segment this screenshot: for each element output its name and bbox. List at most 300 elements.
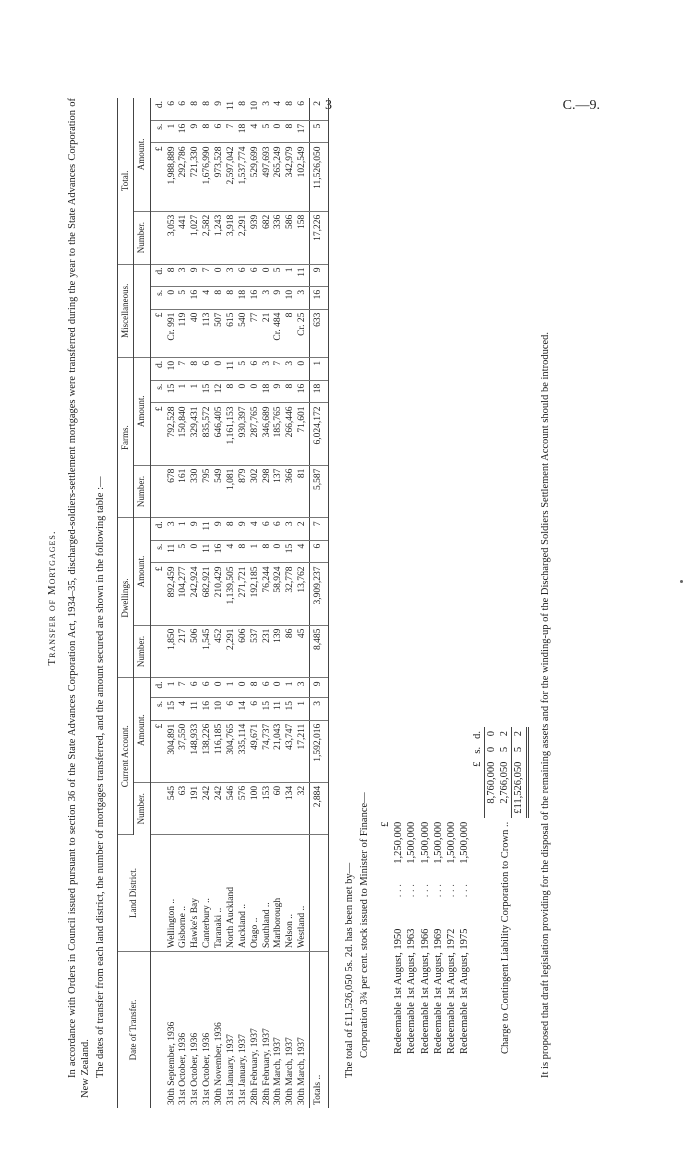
cell: 5 bbox=[178, 540, 190, 563]
cell: 8 bbox=[250, 678, 262, 698]
subtotal-pounds: 8,760,000 bbox=[485, 758, 499, 818]
cell: 302 bbox=[250, 465, 262, 518]
land-district: Southland .. bbox=[262, 835, 274, 952]
land-district: Auckland .. bbox=[238, 835, 250, 952]
cell: 58,924 bbox=[273, 563, 285, 625]
cell: 0 bbox=[250, 380, 262, 403]
cell: 266,446 bbox=[285, 403, 297, 465]
cell: 148,933 bbox=[190, 720, 202, 782]
redemption-label: Redeemable 1st August, 1963 bbox=[406, 928, 418, 1054]
cell: 6 bbox=[310, 540, 329, 563]
unit-pound: £ bbox=[150, 309, 166, 357]
subtotal-s: 0 bbox=[485, 743, 499, 758]
cell: 8 bbox=[190, 98, 202, 120]
cell: 537 bbox=[250, 625, 262, 678]
cell: 4 bbox=[297, 540, 309, 563]
unit-pound: £ bbox=[150, 143, 166, 211]
cell: 32 bbox=[297, 782, 309, 834]
cell: 13,762 bbox=[297, 563, 309, 625]
cell: 9 bbox=[214, 518, 226, 540]
redeem-subtotal-row bbox=[485, 727, 499, 1058]
cell: 16 bbox=[250, 286, 262, 309]
header-farms: Farms. bbox=[118, 357, 134, 518]
cell: 792,528 bbox=[167, 403, 179, 465]
cell: 330 bbox=[190, 465, 202, 518]
cell: 4 bbox=[273, 98, 285, 120]
cell: Cr. 484 bbox=[273, 309, 285, 357]
cell: 9 bbox=[190, 120, 202, 143]
cell: 287,765 bbox=[250, 403, 262, 465]
cell: 8 bbox=[285, 120, 297, 143]
cell: 3 bbox=[285, 357, 297, 380]
transfer-date: 28th February, 1937 bbox=[249, 1028, 260, 1105]
col-head-s: s. bbox=[472, 746, 483, 754]
cell: 10 bbox=[285, 286, 297, 309]
cell: 8 bbox=[238, 540, 250, 563]
cell: 3 bbox=[310, 697, 329, 720]
cell: 3 bbox=[262, 286, 274, 309]
cell: 37,550 bbox=[178, 720, 190, 782]
rotated-sheet bbox=[40, 78, 660, 1118]
cell: 795 bbox=[202, 465, 214, 518]
cell: 1 bbox=[285, 264, 297, 286]
cell: 4 bbox=[202, 286, 214, 309]
redemption-row bbox=[405, 727, 418, 1058]
table-row bbox=[167, 98, 179, 1108]
grand-total-s: 5 bbox=[512, 743, 527, 758]
cell: 9 bbox=[238, 518, 250, 540]
cell: 231 bbox=[262, 625, 274, 678]
transfer-date: 30th March, 1937 bbox=[285, 1037, 296, 1105]
totals-row bbox=[310, 98, 329, 1108]
redemption-row bbox=[419, 727, 432, 1058]
cell: 158 bbox=[297, 211, 309, 264]
grand-total-d: 2 bbox=[512, 727, 527, 743]
cell: 298 bbox=[262, 465, 274, 518]
cell: 81 bbox=[297, 465, 309, 518]
cell: 879 bbox=[238, 465, 250, 518]
cell: 1 bbox=[167, 678, 179, 698]
redeem-col-heads bbox=[471, 727, 485, 1058]
redemption-value: 1,500,000 bbox=[432, 821, 444, 864]
cell: 6 bbox=[273, 518, 285, 540]
redemption-value: 1,500,000 bbox=[445, 821, 457, 864]
cell: 153 bbox=[262, 782, 274, 834]
cell: 15 bbox=[167, 697, 179, 720]
cell: 3,918 bbox=[226, 211, 238, 264]
cell: 8 bbox=[214, 286, 226, 309]
cell: 102,549 bbox=[297, 143, 309, 211]
cell: 6 bbox=[226, 697, 238, 720]
redemption-row bbox=[392, 727, 405, 1058]
cell: 11 bbox=[190, 697, 202, 720]
header-amount: Amount. bbox=[134, 98, 150, 211]
land-district: Westland .. bbox=[297, 835, 309, 952]
cell: 346,689 bbox=[262, 403, 274, 465]
cell: 5 bbox=[273, 264, 285, 286]
cell: 18 bbox=[238, 286, 250, 309]
cell: 1 bbox=[310, 357, 329, 380]
cell: 18 bbox=[310, 380, 329, 403]
cell: 1 bbox=[178, 518, 190, 540]
cell: 1 bbox=[190, 380, 202, 403]
header-misc-amount bbox=[134, 264, 150, 357]
cell: 0 bbox=[262, 264, 274, 286]
cell: 7 bbox=[310, 518, 329, 540]
cell: 506 bbox=[190, 625, 202, 678]
cell: 10 bbox=[214, 697, 226, 720]
cell: 11 bbox=[202, 518, 214, 540]
cell: 930,397 bbox=[238, 403, 250, 465]
cell: 9 bbox=[273, 380, 285, 403]
cell: 682,921 bbox=[202, 563, 214, 625]
cell: 0 bbox=[273, 540, 285, 563]
cell: 192,185 bbox=[250, 563, 262, 625]
cell: 546 bbox=[226, 782, 238, 834]
cell: 43,747 bbox=[285, 720, 297, 782]
land-district: Nelson .. bbox=[285, 835, 297, 952]
cell: 1,592,016 bbox=[310, 720, 329, 782]
transfer-date: 31st October, 1936 bbox=[178, 1032, 189, 1105]
leader-dots: . . . bbox=[445, 884, 457, 898]
cell: 9 bbox=[273, 286, 285, 309]
cell: 5 bbox=[238, 357, 250, 380]
cell: 150,840 bbox=[178, 403, 190, 465]
cell: 1 bbox=[297, 697, 309, 720]
cell: 3 bbox=[167, 518, 179, 540]
cell: 7 bbox=[273, 357, 285, 380]
cell: 336 bbox=[273, 211, 285, 264]
redemption-row bbox=[445, 727, 458, 1058]
transfer-date: 31st October, 1936 bbox=[190, 1032, 201, 1105]
cell: 6 bbox=[190, 678, 202, 698]
cell: 3 bbox=[262, 98, 274, 120]
cell: 8 bbox=[226, 518, 238, 540]
cell: 1,243 bbox=[214, 211, 226, 264]
cell: 104,277 bbox=[178, 563, 190, 625]
cell: 576 bbox=[238, 782, 250, 834]
cell: Cr. 25 bbox=[297, 309, 309, 357]
document-reference: C.—9. bbox=[562, 98, 600, 113]
cell: 11,526,050 bbox=[310, 143, 329, 211]
cell: 15 bbox=[262, 697, 274, 720]
header-total: Total. bbox=[118, 98, 134, 264]
cell: 304,765 bbox=[226, 720, 238, 782]
redemption-label: Redeemable 1st August, 1950 bbox=[393, 928, 405, 1054]
cell: 18 bbox=[262, 380, 274, 403]
leader-dots: . . . bbox=[406, 884, 418, 898]
cell: 529,699 bbox=[250, 143, 262, 211]
leader-dots: . . . bbox=[432, 884, 444, 898]
unit-s: s. bbox=[150, 120, 166, 143]
cell: 16 bbox=[214, 540, 226, 563]
charge-pounds: 2,766,050 bbox=[499, 761, 511, 804]
header-amount: Amount. bbox=[134, 357, 150, 465]
cell: 7 bbox=[178, 678, 190, 698]
land-district: North Auckland bbox=[226, 835, 238, 952]
table-row bbox=[238, 98, 250, 1108]
land-district: Wellington .. bbox=[167, 835, 179, 952]
cell: 10 bbox=[167, 357, 179, 380]
redemption-label: Redeemable 1st August, 1969 bbox=[432, 928, 444, 1054]
land-district: Hawke's Bay bbox=[190, 835, 202, 952]
cell: 549 bbox=[214, 465, 226, 518]
transfer-date: 31st October, 1936 bbox=[202, 1032, 213, 1105]
redemption-value: 1,500,000 bbox=[406, 821, 418, 864]
header-current-account: Current Account. bbox=[118, 678, 134, 835]
cell: 49,671 bbox=[250, 720, 262, 782]
cell: 60 bbox=[273, 782, 285, 834]
cell: 2,597,042 bbox=[226, 143, 238, 211]
cell: 6 bbox=[262, 518, 274, 540]
land-district: Otago .. bbox=[250, 835, 262, 952]
charge-d: 2 bbox=[499, 731, 511, 737]
unit-pound: £ bbox=[150, 720, 166, 782]
transfer-date: 30th September, 1936 bbox=[166, 1021, 177, 1105]
unit-s: s. bbox=[150, 286, 166, 309]
cell: 16 bbox=[297, 380, 309, 403]
cell: 1 bbox=[226, 678, 238, 698]
cell: 9 bbox=[214, 98, 226, 120]
cell: 86 bbox=[285, 625, 297, 678]
cell: 0 bbox=[238, 678, 250, 698]
unit-pound: £ bbox=[150, 403, 166, 465]
cell: 8 bbox=[262, 540, 274, 563]
cell: 71,601 bbox=[297, 403, 309, 465]
table-row bbox=[297, 98, 309, 1108]
cell: 8 bbox=[285, 98, 297, 120]
cell: 5 bbox=[310, 120, 329, 143]
closing-paragraph: It is proposed that draft legislation providing for the disposal of the remaining assets and for the winding-up of the Discharged Soldiers Settlement Account should be introduced. bbox=[539, 331, 551, 1078]
cell: 5 bbox=[178, 286, 190, 309]
cell: 606 bbox=[238, 625, 250, 678]
redemption-row bbox=[458, 727, 471, 1058]
mortgage-transfer-table bbox=[117, 98, 329, 1108]
cell: 7 bbox=[178, 357, 190, 380]
cell: 892,459 bbox=[167, 563, 179, 625]
header-dwellings: Dwellings. bbox=[118, 518, 134, 678]
cell: 161 bbox=[178, 465, 190, 518]
cell: 0 bbox=[214, 357, 226, 380]
cell: 9 bbox=[310, 264, 329, 286]
cell: 1 bbox=[250, 540, 262, 563]
cell: 1,676,990 bbox=[202, 143, 214, 211]
cell: 7 bbox=[226, 120, 238, 143]
land-district: Taranaki .. bbox=[214, 835, 226, 952]
redemption-label: Redeemable 1st August, 1975 bbox=[458, 928, 470, 1054]
grand-total-row bbox=[512, 727, 527, 1058]
cell: 1 bbox=[167, 120, 179, 143]
cell: 4 bbox=[226, 540, 238, 563]
cell: 4 bbox=[250, 518, 262, 540]
page-number: 3 bbox=[325, 98, 332, 113]
cell: 11 bbox=[226, 98, 238, 120]
table-row bbox=[250, 98, 262, 1108]
cell: 335,114 bbox=[238, 720, 250, 782]
cell: 8 bbox=[226, 286, 238, 309]
table-row bbox=[214, 98, 226, 1108]
cell: 138,226 bbox=[202, 720, 214, 782]
cell: 17 bbox=[297, 120, 309, 143]
cell: 15 bbox=[167, 380, 179, 403]
table-row bbox=[273, 98, 285, 1108]
cell: 8 bbox=[190, 357, 202, 380]
cell: 8,485 bbox=[310, 625, 329, 678]
land-district: Gisborne .. bbox=[178, 835, 190, 952]
cell: 11 bbox=[273, 697, 285, 720]
cell: 17,211 bbox=[297, 720, 309, 782]
cell: 304,891 bbox=[167, 720, 179, 782]
cell: 18 bbox=[238, 120, 250, 143]
transfer-date: 31st January, 1937 bbox=[237, 1034, 248, 1105]
col-head-d: d. bbox=[472, 731, 483, 739]
cell: 835,572 bbox=[202, 403, 214, 465]
stock-paragraph: Corporation 3¾ per cent. stock issued to Minister of Finance— bbox=[359, 792, 370, 1058]
table-row bbox=[262, 98, 274, 1108]
header-number: Number. bbox=[134, 211, 150, 264]
cell: 633 bbox=[310, 309, 329, 357]
section-title: Transfer of Mortgages. bbox=[46, 530, 58, 666]
funding-paragraph: The total of £11,526,050 5s. 2d. has been met by— bbox=[343, 862, 355, 1078]
cell: 973,528 bbox=[214, 143, 226, 211]
cell: 9 bbox=[190, 264, 202, 286]
cell: Cr. 991 bbox=[167, 309, 179, 357]
cell: 3,909,237 bbox=[310, 563, 329, 625]
transfer-date: 30th November, 1936 bbox=[214, 1022, 224, 1105]
charge-label: Charge to Contingent Liability Corporation to Crown .. bbox=[499, 821, 511, 1054]
table-row bbox=[285, 98, 297, 1108]
cell: 452 bbox=[214, 625, 226, 678]
charge-row bbox=[498, 727, 512, 1058]
cell: 15 bbox=[202, 380, 214, 403]
redeem-head-row bbox=[379, 727, 392, 1058]
cell: 16 bbox=[178, 120, 190, 143]
cell: 0 bbox=[214, 678, 226, 698]
cell: 6 bbox=[238, 264, 250, 286]
cell: 3 bbox=[178, 264, 190, 286]
redemption-label: Redeemable 1st August, 1966 bbox=[419, 928, 431, 1054]
cell: 0 bbox=[167, 286, 179, 309]
table-row bbox=[190, 98, 202, 1108]
cell: 1,545 bbox=[202, 625, 214, 678]
cell: 134 bbox=[285, 782, 297, 834]
cell: 3,053 bbox=[167, 211, 179, 264]
header-district: Land District. bbox=[118, 835, 151, 952]
cell: 4 bbox=[250, 120, 262, 143]
cell: 265,249 bbox=[273, 143, 285, 211]
redemption-value: 1,500,000 bbox=[419, 821, 431, 864]
cell: 441 bbox=[178, 211, 190, 264]
cell: 45 bbox=[297, 625, 309, 678]
unit-s: s. bbox=[150, 697, 166, 720]
cell: 7 bbox=[202, 264, 214, 286]
cell: 76,244 bbox=[262, 563, 274, 625]
unit-d: d. bbox=[150, 357, 166, 380]
land-district: Canterbury .. bbox=[202, 835, 214, 952]
cell: 3 bbox=[262, 357, 274, 380]
cell: 16 bbox=[202, 697, 214, 720]
subtotal-d: 0 bbox=[485, 727, 499, 743]
cell: 6 bbox=[214, 120, 226, 143]
cell: 8 bbox=[202, 120, 214, 143]
cell: 6 bbox=[250, 697, 262, 720]
cell: 8 bbox=[202, 98, 214, 120]
cell: 137 bbox=[273, 465, 285, 518]
cell: 11 bbox=[226, 357, 238, 380]
cell: 32,778 bbox=[285, 563, 297, 625]
cell: 329,431 bbox=[190, 403, 202, 465]
cell: 116,185 bbox=[214, 720, 226, 782]
cell: 16 bbox=[190, 286, 202, 309]
cell: 2 bbox=[297, 518, 309, 540]
cell: 6 bbox=[250, 357, 262, 380]
cell: 540 bbox=[238, 309, 250, 357]
redemption-value: 1,250,000 bbox=[393, 821, 405, 864]
cell: 1,161,153 bbox=[226, 403, 238, 465]
header-date: Date of Transfer. bbox=[118, 952, 151, 1109]
scan-mark bbox=[680, 580, 683, 583]
col-head-pound: £ bbox=[472, 761, 483, 767]
cell: 0 bbox=[238, 380, 250, 403]
cell: 242 bbox=[202, 782, 214, 834]
cell: 11 bbox=[202, 540, 214, 563]
cell: 14 bbox=[238, 697, 250, 720]
redemption-row bbox=[432, 727, 445, 1058]
cell: 586 bbox=[285, 211, 297, 264]
cell: 6,024,172 bbox=[310, 403, 329, 465]
cell: 6 bbox=[167, 98, 179, 120]
cell: 8 bbox=[285, 380, 297, 403]
cell: 2,291 bbox=[226, 625, 238, 678]
cell: 497,693 bbox=[262, 143, 274, 211]
land-district: Marlborough bbox=[273, 835, 285, 952]
cell: 6 bbox=[297, 98, 309, 120]
cell: 8 bbox=[226, 380, 238, 403]
grand-total-pounds: £11,526,050 bbox=[512, 758, 527, 818]
cell: 139 bbox=[273, 625, 285, 678]
header-number: Number. bbox=[134, 465, 150, 518]
unit-pound: £ bbox=[150, 563, 166, 625]
transfer-date: 30th March, 1937 bbox=[297, 1037, 308, 1105]
leader-dots: . . . bbox=[458, 884, 470, 898]
cell: 1,537,774 bbox=[238, 143, 250, 211]
cell: 1 bbox=[285, 678, 297, 698]
cell: 242,924 bbox=[190, 563, 202, 625]
cell: 3 bbox=[297, 678, 309, 698]
unit-s: s. bbox=[150, 380, 166, 403]
cell: 210,429 bbox=[214, 563, 226, 625]
cell: 191 bbox=[190, 782, 202, 834]
cell: 77 bbox=[250, 309, 262, 357]
cell: 682 bbox=[262, 211, 274, 264]
cell: 17,226 bbox=[310, 211, 329, 264]
cell: 545 bbox=[167, 782, 179, 834]
cell: 6 bbox=[202, 357, 214, 380]
header-amount: Amount. bbox=[134, 678, 150, 782]
cell: 271,721 bbox=[238, 563, 250, 625]
cell: 16 bbox=[310, 286, 329, 309]
cell: 5 bbox=[262, 120, 274, 143]
cell: 119 bbox=[178, 309, 190, 357]
unit-d: d. bbox=[150, 678, 166, 698]
unit-d: d. bbox=[150, 264, 166, 286]
transfer-date: 28th February, 1937 bbox=[261, 1028, 272, 1105]
cell: 292,786 bbox=[178, 143, 190, 211]
cell: 6 bbox=[202, 678, 214, 698]
transfer-date: 30th March, 1937 bbox=[273, 1037, 284, 1105]
cell: 1,027 bbox=[190, 211, 202, 264]
cell: 3 bbox=[297, 286, 309, 309]
